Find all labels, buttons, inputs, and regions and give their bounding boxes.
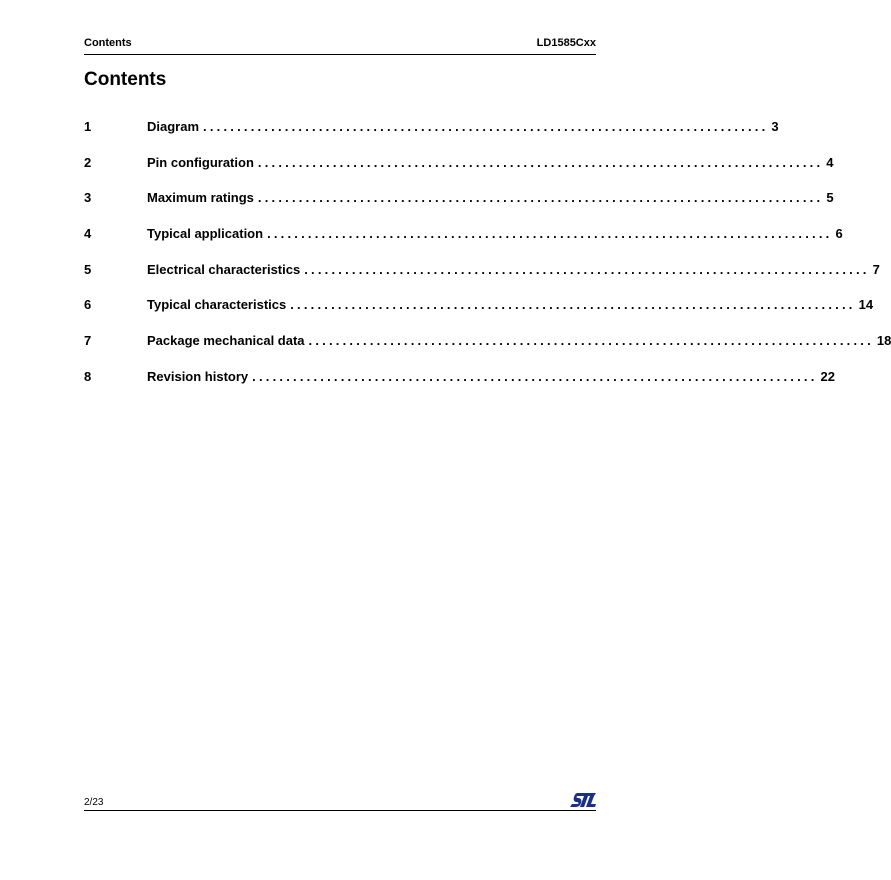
toc-leader-dots: ................................................................................... <box>203 119 769 134</box>
header-rule <box>84 54 596 55</box>
toc-entry-number: 2 <box>84 154 92 170</box>
toc-entry-title[interactable]: Package mechanical data <box>147 333 305 349</box>
toc-entry-title[interactable]: Pin configuration <box>147 154 254 170</box>
toc-entry-number: 4 <box>84 226 92 242</box>
toc-entry-number: 1 <box>84 119 92 134</box>
toc-entry-revision-history[interactable] <box>84 368 835 405</box>
toc-entry-number: 8 <box>84 368 92 384</box>
table-of-contents <box>84 119 891 405</box>
toc-leader-dots: ................................................................................... <box>290 297 856 313</box>
toc-entry-page[interactable]: 14 <box>858 297 874 313</box>
toc-entry-title[interactable]: Typical characteristics <box>147 297 287 313</box>
toc-entry-page[interactable]: 22 <box>820 368 835 384</box>
toc-entry-electrical-characteristics[interactable] <box>84 261 880 298</box>
toc-leader-dots: ................................................................................... <box>252 368 818 384</box>
page-title: Contents <box>84 69 167 90</box>
toc-entry-number: 6 <box>84 297 92 313</box>
toc-entry-title[interactable]: Diagram <box>147 119 200 134</box>
toc-entry-title[interactable]: Typical application <box>147 226 264 242</box>
toc-entry-page[interactable]: 7 <box>872 261 880 277</box>
toc-entry-page[interactable]: 5 <box>826 190 834 206</box>
toc-entry-number: 5 <box>84 261 92 277</box>
toc-leader-dots: ................................................................................... <box>267 226 833 242</box>
toc-entry-title[interactable]: Electrical characteristics <box>147 261 301 277</box>
st-logo-icon <box>569 792 597 808</box>
toc-entry-page[interactable]: 3 <box>771 119 779 134</box>
header-doc-id: LD1585Cxx <box>536 37 596 49</box>
toc-entry-number: 3 <box>84 190 92 206</box>
toc-entry-page[interactable]: 6 <box>835 226 843 242</box>
footer-page-number: 2/23 <box>84 797 104 808</box>
toc-leader-dots: ................................................................................... <box>304 261 870 277</box>
toc-leader-dots: ................................................................................... <box>257 190 824 206</box>
toc-entry-page[interactable]: 18 <box>876 333 891 349</box>
toc-entry-pin-configuration[interactable] <box>84 154 834 191</box>
toc-entry-page[interactable]: 4 <box>826 154 834 170</box>
header-section-label: Contents <box>84 37 132 49</box>
toc-entry-typical-characteristics[interactable] <box>84 297 874 333</box>
toc-leader-dots: ................................................................................... <box>308 333 874 349</box>
toc-entry-number: 7 <box>84 333 92 349</box>
toc-entry-package-mechanical-data[interactable] <box>84 333 891 369</box>
toc-entry-diagram[interactable] <box>84 119 779 155</box>
toc-entry-title[interactable]: Revision history <box>147 368 249 384</box>
toc-entry-title[interactable]: Maximum ratings <box>147 190 254 206</box>
toc-entry-typical-application[interactable] <box>84 226 843 262</box>
footer-rule <box>84 810 596 811</box>
toc-entry-maximum-ratings[interactable] <box>84 190 834 226</box>
toc-leader-dots: ................................................................................... <box>257 154 824 170</box>
